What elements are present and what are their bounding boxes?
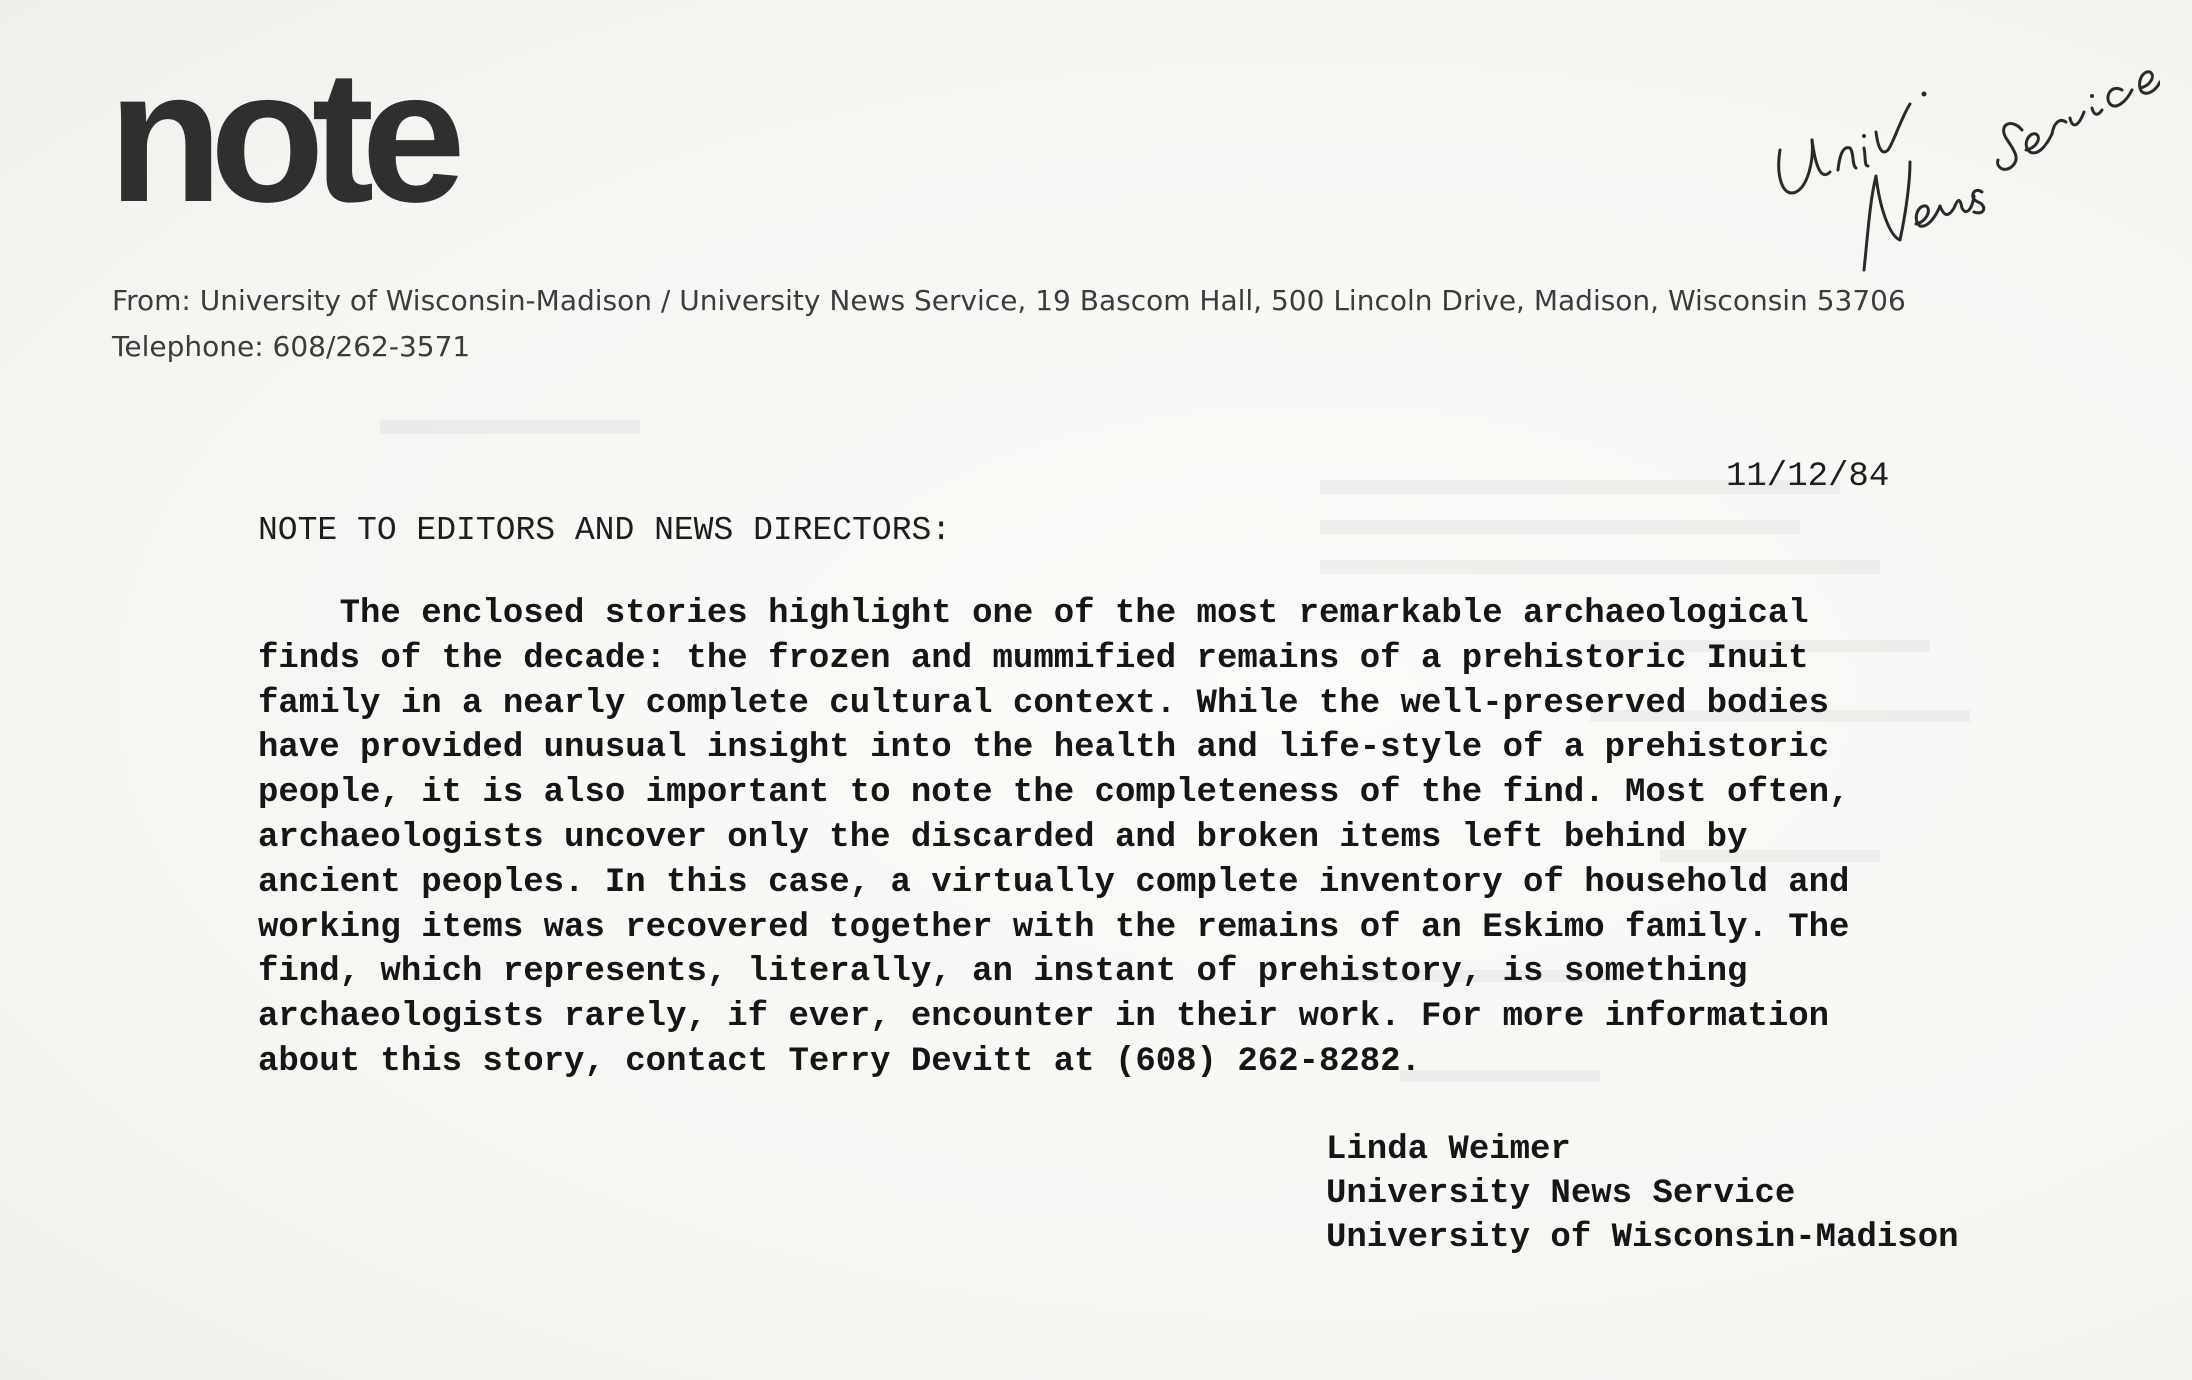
handwritten-annotation (1760, 0, 2160, 300)
body-line: archaeologists rarely, if ever, encounter in their work. For more information (258, 998, 1830, 1037)
body-line: find, which represents, literally, an instant of prehistory, is something (258, 953, 1748, 992)
body-line: ancient peoples. In this case, a virtually complete inventory of household and (258, 863, 1850, 902)
body-line: working items was recovered together with the remains of an Eskimo family. The (258, 908, 1850, 947)
note-logo: note (108, 31, 453, 241)
memo-body (258, 592, 2018, 1085)
signature-department: University News Service (1326, 1175, 1796, 1213)
memo-date: 11/12/84 (1726, 458, 1890, 496)
body-line: archaeologists uncover only the discarded and broken items left behind by (258, 818, 1748, 857)
signature-institution: University of Wisconsin-Madison (1326, 1219, 1959, 1257)
letterhead-address (112, 278, 1906, 370)
memo-salutation: NOTE TO EDITORS AND NEWS DIRECTORS: (258, 512, 952, 549)
body-line: The enclosed stories highlight one of the most remarkable archaeological (258, 595, 1809, 633)
body-line: people, it is also important to note the completeness of the find. Most often, (258, 774, 1850, 813)
body-line: about this story, contact Terry Devitt at (608) 262-8282. (258, 1042, 1421, 1081)
telephone-line: Telephone: 608/262-3571 (112, 330, 471, 363)
signature-block (1326, 1128, 1959, 1260)
from-line: From: University of Wisconsin-Madison / University News Service, 19 Bascom Hall, 500 Lincoln Drive, Madison, Wisconsin 53706 (112, 284, 1906, 317)
body-line: finds of the decade: the frozen and mummified remains of a prehistoric Inuit (258, 639, 1809, 678)
body-line: have provided unusual insight into the health and life-style of a prehistoric (258, 729, 1830, 768)
body-line: family in a nearly complete cultural context. While the well-preserved bodies (258, 684, 1830, 723)
signature-name: Linda Weimer (1326, 1131, 1571, 1169)
